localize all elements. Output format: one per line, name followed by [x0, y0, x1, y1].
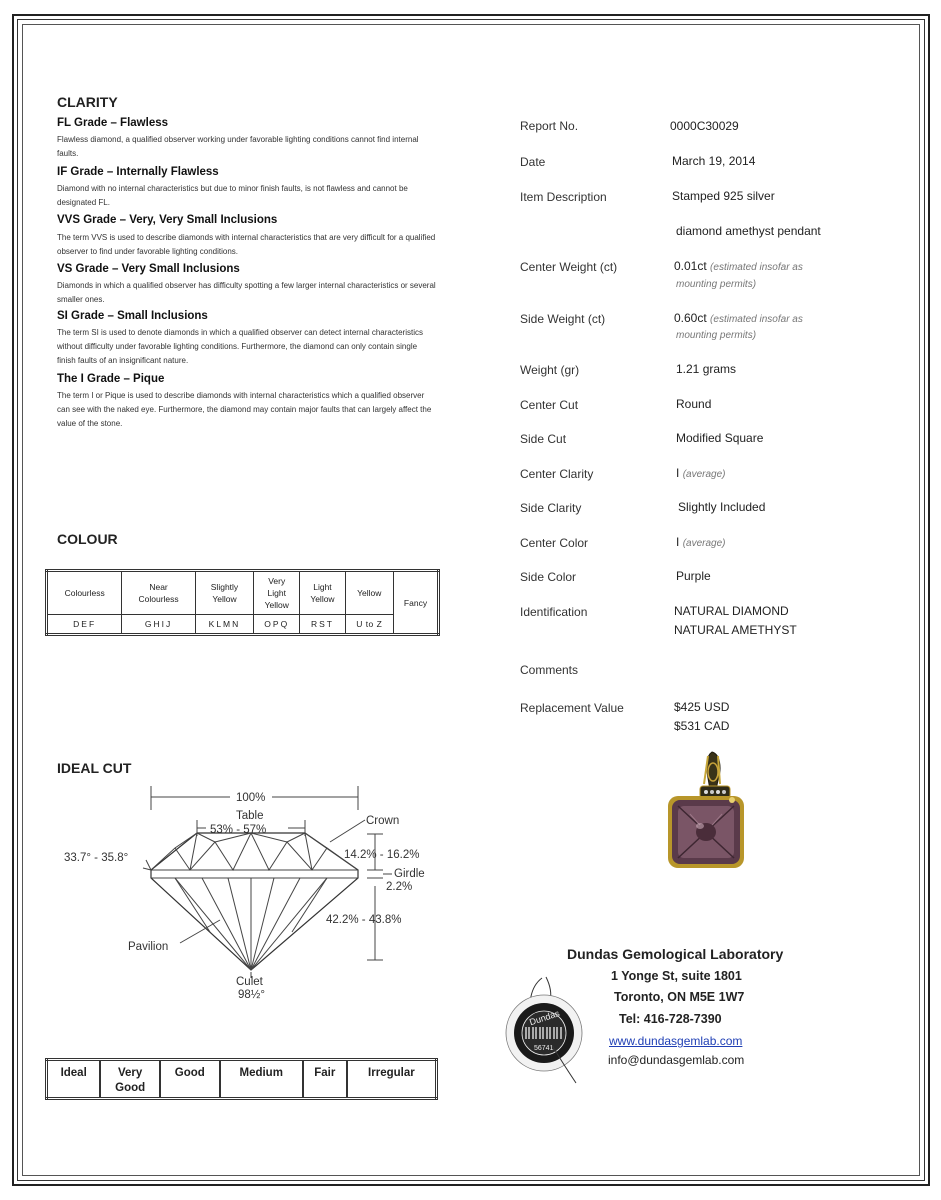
value-center-color: I (average): [676, 535, 726, 549]
label-side-color: Side Color: [520, 570, 577, 584]
grade-desc-si: The term SI is used to denote diamonds in which a qualified observer can detect internal characteristics without difficulty under favorable lighting conditions. Furthermore, the diamond can only contain single finish faults of an insignificant nature.: [57, 328, 423, 365]
lab-address-1: 1 Yonge St, suite 1801: [611, 969, 742, 983]
colour-grade-opq: OPQ: [254, 615, 300, 635]
cut-grade-good: Good: [160, 1060, 220, 1099]
label-weight-gr: Weight (gr): [520, 363, 580, 377]
label-girdle: Girdle: [394, 868, 425, 880]
colour-col-4: Light Yellow: [300, 571, 345, 615]
label-side-clarity: Side Clarity: [520, 501, 582, 515]
cut-scale-table: [45, 1058, 438, 1100]
label-crown-angle: 33.7° - 35.8°: [64, 852, 129, 864]
label-center-color: Center Color: [520, 536, 589, 550]
colour-col-1: Near Colourless: [122, 571, 196, 615]
label-report-no: Report No.: [520, 119, 579, 133]
diamond-cut-diagram: [40, 780, 450, 1010]
colour-grade-klmn: KLMN: [195, 615, 253, 635]
colour-grade-rst: RST: [300, 615, 345, 635]
grade-desc-fl: Flawless diamond, a qualified observer working under favorable lighting conditions cannot find internal faults.: [57, 135, 419, 158]
colour-col-0: Colourless: [47, 571, 122, 615]
cut-grade-medium: Medium: [220, 1060, 303, 1099]
grade-title-i: The I Grade – Pique: [57, 373, 165, 385]
value-identification-1: NATURAL DIAMOND: [674, 604, 789, 618]
grade-title-if: IF Grade – Internally Flawless: [57, 166, 219, 178]
cut-grade-ideal: Ideal: [47, 1060, 101, 1099]
label-table: Table: [236, 810, 264, 822]
label-center-weight: Center Weight (ct): [520, 260, 618, 274]
colour-col-2: Slightly Yellow: [195, 571, 253, 615]
value-side-weight: 0.60ct (estimated insofar as: [674, 311, 803, 325]
label-date: Date: [520, 155, 546, 169]
value-side-weight-note: mounting permits): [676, 330, 757, 341]
value-center-weight-note: mounting permits): [676, 279, 757, 290]
cut-grade-irregular: Irregular: [347, 1060, 437, 1099]
seal-code: 56741: [534, 1045, 554, 1052]
label-comments: Comments: [520, 663, 579, 677]
cut-grade-fair: Fair: [303, 1060, 347, 1099]
colour-fancy: Fancy: [394, 571, 439, 635]
label-width: 100%: [236, 792, 266, 804]
label-girdle-pct: 2.2%: [386, 881, 413, 893]
lab-email[interactable]: info@dundasgemlab.com: [608, 1053, 745, 1067]
pendant-photo: [660, 750, 750, 875]
grade-desc-vs: Diamonds in which a qualified observer has difficulty spotting a few larger internal characteristics or several smaller ones.: [57, 281, 436, 304]
clarity-heading: CLARITY: [57, 94, 118, 110]
value-side-clarity: Slightly Included: [678, 500, 766, 514]
label-identification: Identification: [520, 605, 588, 619]
colour-col-5: Yellow: [345, 571, 394, 615]
label-pavilion-depth: 42.2% - 43.8%: [326, 914, 402, 926]
label-center-cut: Center Cut: [520, 398, 579, 412]
colour-grade-def: DEF: [47, 615, 122, 635]
grade-title-vs: VS Grade – Very Small Inclusions: [57, 263, 240, 275]
label-table-range: 53% - 57%: [210, 824, 267, 836]
lab-address-2: Toronto, ON M5E 1W7: [614, 990, 745, 1004]
value-side-cut: Modified Square: [676, 431, 764, 445]
seal-text: Dundas: [528, 1008, 561, 1028]
value-replacement-usd: $425 USD: [674, 700, 730, 714]
value-report-no: 0000C30029: [670, 119, 739, 133]
lab-phone: Tel: 416-728-7390: [619, 1012, 722, 1026]
colour-col-3: Very Light Yellow: [254, 571, 300, 615]
ideal-cut-heading: IDEAL CUT: [57, 760, 132, 776]
label-crown-height: 14.2% - 16.2%: [344, 849, 420, 861]
label-center-clarity: Center Clarity: [520, 467, 594, 481]
value-center-weight: 0.01ct (estimated insofar as: [674, 259, 803, 273]
value-item-description: Stamped 925 silver: [672, 189, 775, 203]
cut-grade-very-good: Very Good: [100, 1060, 160, 1099]
value-center-cut: Round: [676, 397, 712, 411]
grade-title-fl: FL Grade – Flawless: [57, 117, 169, 129]
colour-scale-table: [45, 569, 440, 636]
value-center-clarity: I (average): [676, 466, 726, 480]
lab-website-link[interactable]: www.dundasgemlab.com: [609, 1034, 743, 1048]
value-date: March 19, 2014: [672, 154, 756, 168]
colour-heading: COLOUR: [57, 531, 118, 547]
label-side-weight: Side Weight (ct): [520, 312, 606, 326]
value-weight-gr: 1.21 grams: [676, 362, 737, 376]
label-culet-angle: 98½°: [238, 989, 265, 1001]
value-item-description-2: diamond amethyst pendant: [676, 224, 821, 238]
value-replacement-cad: $531 CAD: [674, 719, 730, 733]
label-culet: Culet: [236, 976, 263, 988]
value-side-color: Purple: [676, 569, 711, 583]
colour-grade-ghij: GHIJ: [122, 615, 196, 635]
grade-desc-vvs: The term VVS is used to describe diamonds with internal characteristics that are very difficult for a qualified observer to find under favorable lighting conditions.: [57, 233, 436, 256]
label-side-cut: Side Cut: [520, 432, 567, 446]
lab-name: Dundas Gemological Laboratory: [567, 946, 784, 962]
value-identification-2: NATURAL AMETHYST: [674, 623, 797, 637]
label-pavilion: Pavilion: [128, 941, 169, 953]
grade-desc-i: The term I or Pique is used to describe diamonds with internal characteristics which a qualified observer can see with the naked eye. Furthermore, the diamond may contain major faults that can largely affect the value of the stone.: [57, 391, 432, 428]
colour-grade-utoz: U to Z: [345, 615, 394, 635]
label-crown: Crown: [366, 815, 400, 827]
label-replacement-value: Replacement Value: [520, 701, 624, 715]
grade-title-vvs: VVS Grade – Very, Very Small Inclusions: [57, 214, 278, 226]
lab-seal-stamp: [502, 975, 592, 1090]
grade-title-si: SI Grade – Small Inclusions: [57, 310, 208, 322]
grade-desc-if: Diamond with no internal characteristics but due to minor finish faults, is not flawless and cannot be designated FL.: [57, 184, 408, 207]
label-item-description: Item Description: [520, 190, 607, 204]
